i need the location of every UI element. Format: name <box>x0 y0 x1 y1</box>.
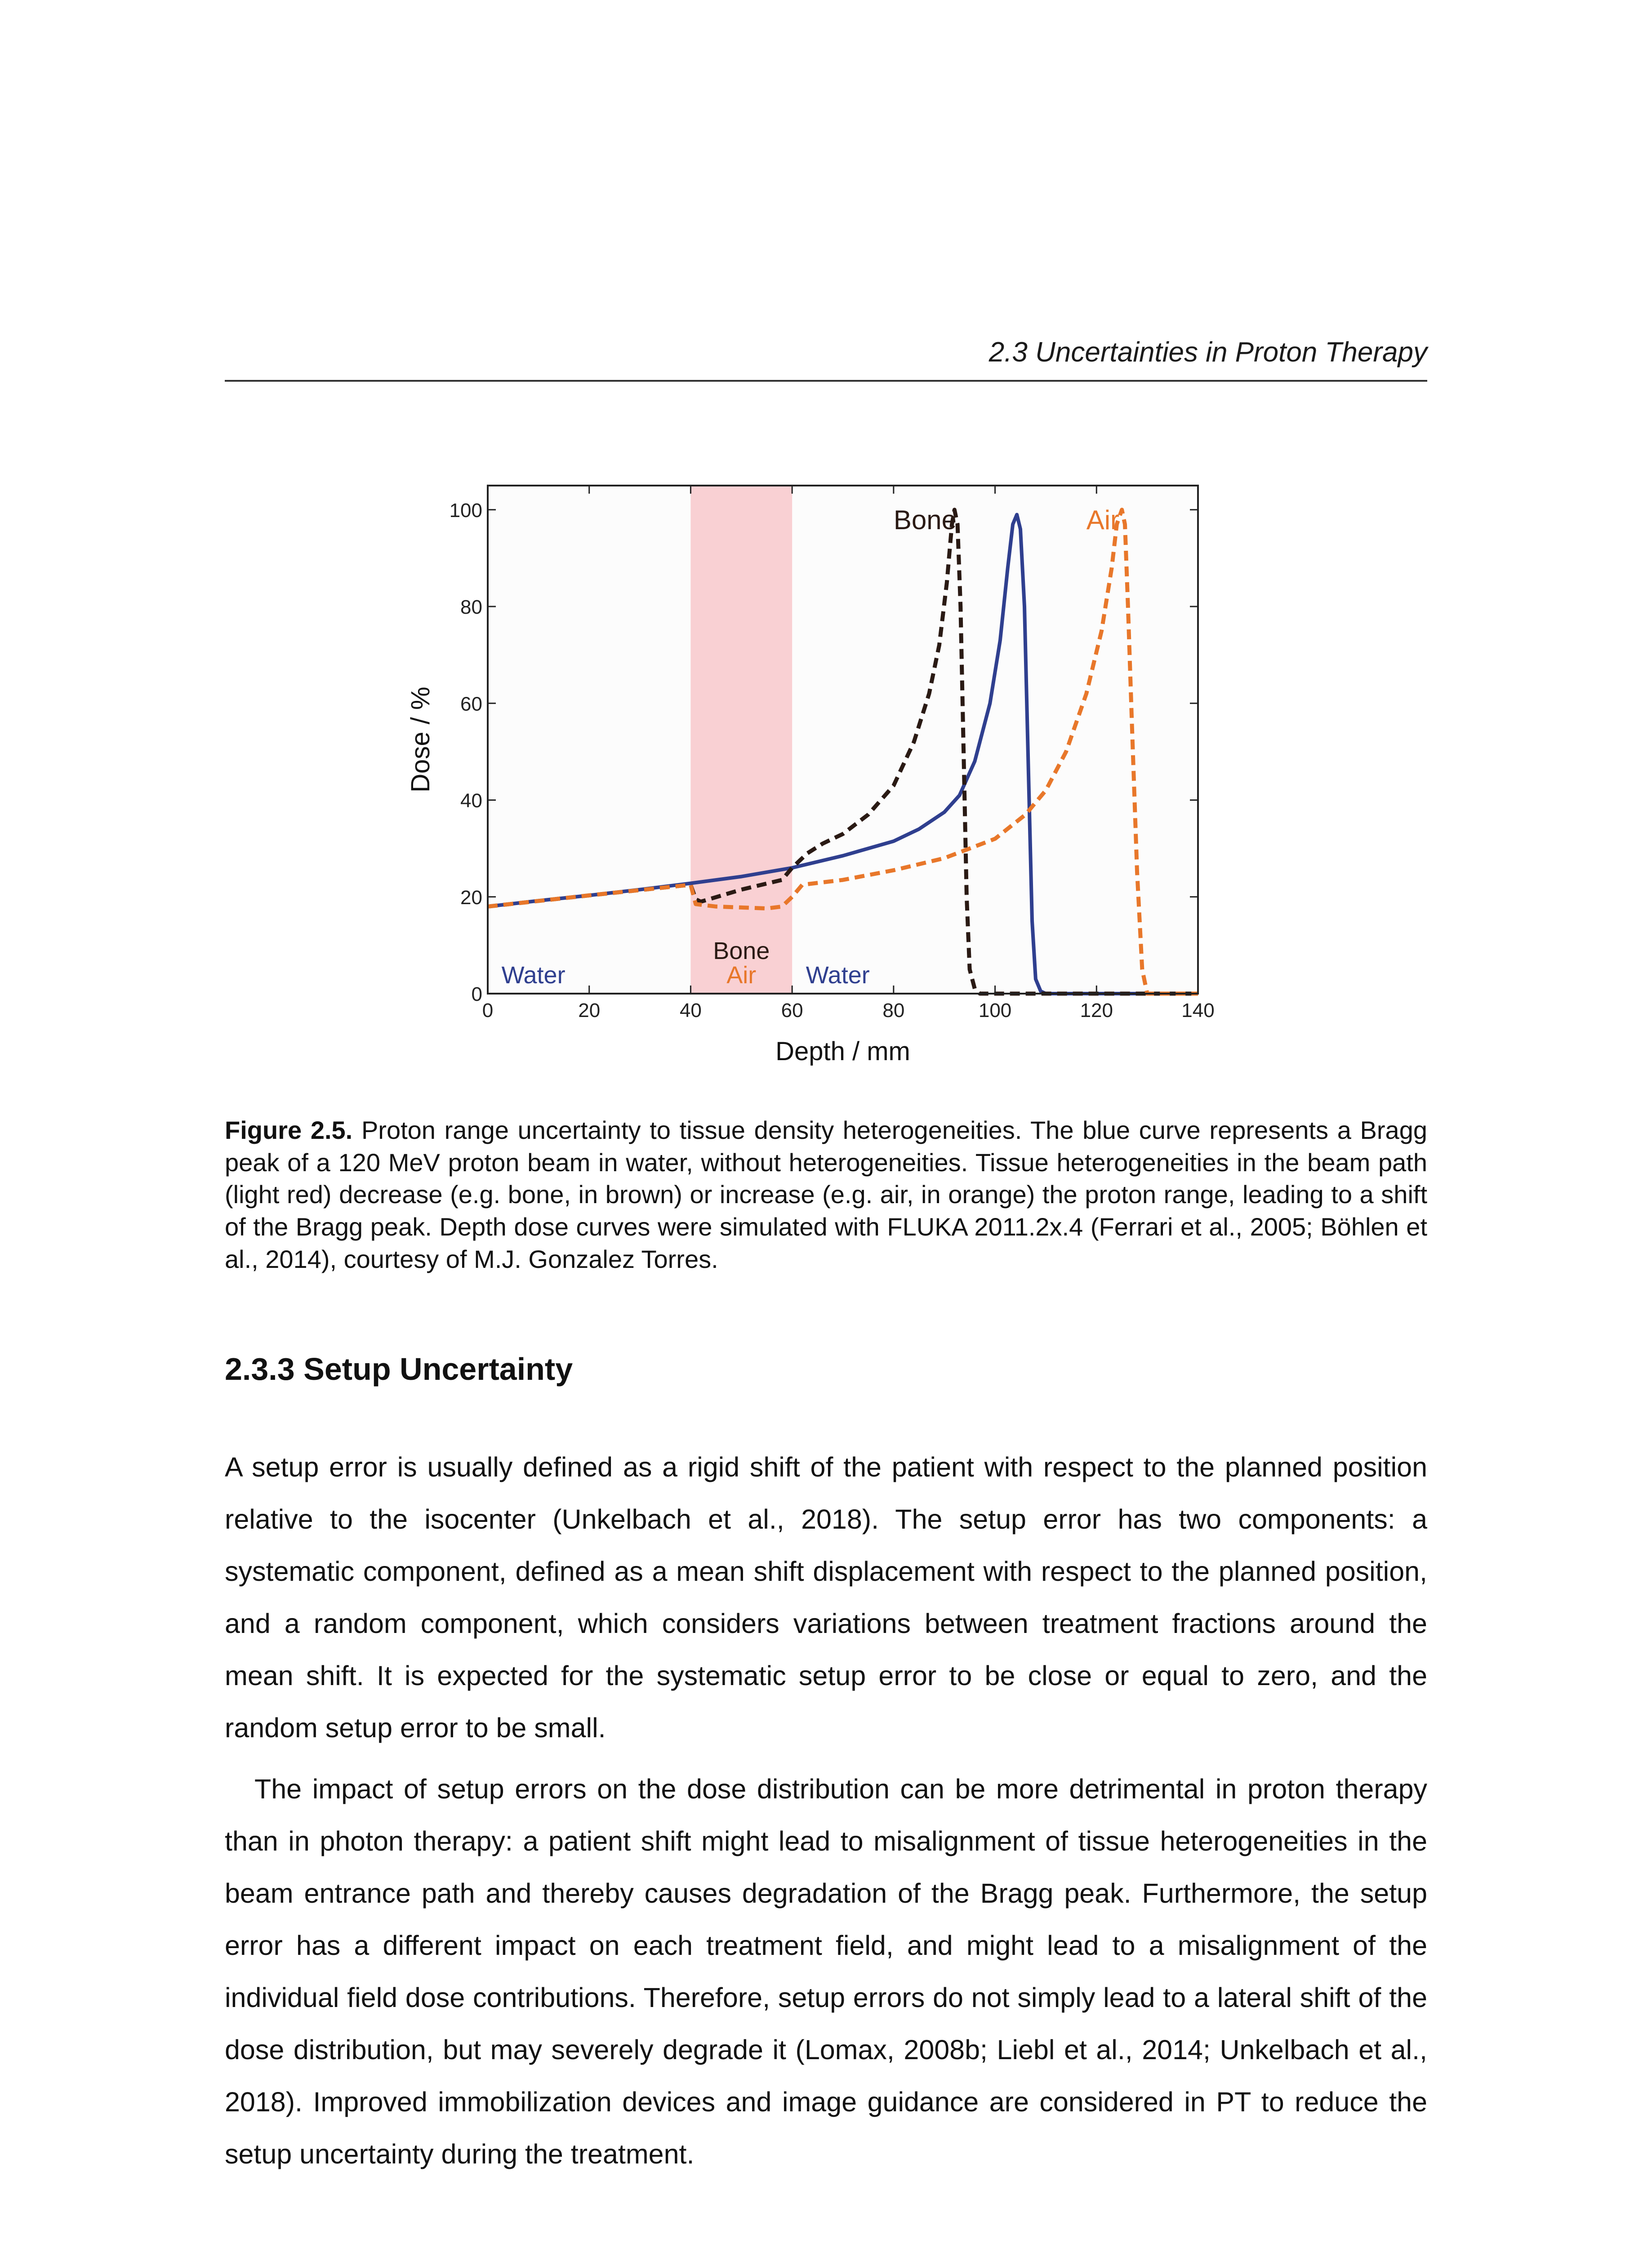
figure-caption <box>225 1114 1427 1275</box>
y-tick-label: 0 <box>471 983 482 1005</box>
x-tick-label: 140 <box>1181 999 1215 1021</box>
running-header: 2.3 Uncertainties in Proton Therapy <box>989 337 1427 368</box>
series-air-label: Air <box>1086 504 1120 535</box>
y-tick-label: 60 <box>460 693 482 715</box>
y-tick-label: 100 <box>449 499 482 522</box>
figure-2-5 <box>378 463 1250 1093</box>
plot-background <box>488 486 1198 994</box>
y-tick-label: 20 <box>460 886 482 909</box>
x-tick-label: 40 <box>679 999 702 1021</box>
y-axis-label: Dose / % <box>406 687 435 793</box>
y-tick-label: 80 <box>460 596 482 619</box>
x-tick-label: 0 <box>482 999 494 1021</box>
dose-depth-chart <box>378 463 1250 1093</box>
paragraph-1: A setup error is usually defined as a rigid shift of the patient with respect to the planned position relative to the isocenter (Unkelbach et al., 2018). The setup error has two components: a systematic component, defined as a mean shift displacement with respect to the planned position, and a random component, which considers variations between treatment fractions around the mean shift. It is expected for the systematic setup error to be close or equal to zero, and the random setup error to be small. <box>225 1452 1427 1743</box>
caption-text: Proton range uncertainty to tissue density heterogeneities. The blue curve represents a Bragg peak of a 120 MeV proton beam in water, without heterogeneities. Tissue heterogeneities in the beam path (light red) decrease (e.g. bone, in brown) or increase (e.g. air, in orange) the proton range, leading to a shift of the Bragg peak. Depth dose curves were simulated with FLUKA 2011.2x.4 (Ferrari et al., 2005; Böhlen et al., 2014), courtesy of M.J. Gonzalez Torres. <box>225 1116 1427 1273</box>
x-axis-label: Depth / mm <box>775 1037 910 1066</box>
x-tick-label: 60 <box>781 999 803 1021</box>
section-heading: 2.3.3 Setup Uncertainty <box>225 1351 573 1387</box>
x-tick-label: 100 <box>978 999 1012 1021</box>
x-tick-label: 80 <box>882 999 905 1021</box>
x-tick-label: 120 <box>1080 999 1113 1021</box>
region-label-water: Water <box>501 961 566 989</box>
paragraph-2: The impact of setup errors on the dose distribution can be more detrimental in proton therapy than in photon therapy: a patient shift might lead to misalignment of tissue heterogeneities in the beam entrance path and thereby causes degradation of the Bragg peak. Furthermore, the setup error has a different impact on each treatment field, and might lead to a misalignment of the individual field dose contributions. Therefore, setup errors do not simply lead to a lateral shift of the dose distribution, but may severely degrade it (Lomax, 2008b; Liebl et al., 2014; Unkelbach et al., 2018). Improved immobilization devices and image guidance are considered in PT to reduce the setup uncertainty during the treatment. <box>225 1774 1427 2169</box>
figure-label: Figure 2.5. <box>225 1116 353 1144</box>
region-label-bone: Bone <box>713 937 770 965</box>
y-tick-label: 40 <box>460 789 482 812</box>
heterogeneity-region <box>690 486 792 994</box>
x-tick-label: 20 <box>578 999 601 1021</box>
region-label-water: Water <box>806 961 870 989</box>
series-bone-label: Bone <box>893 504 957 535</box>
region-label-air: Air <box>726 961 757 989</box>
header-rule <box>225 380 1427 382</box>
section-body <box>225 1441 1427 2189</box>
